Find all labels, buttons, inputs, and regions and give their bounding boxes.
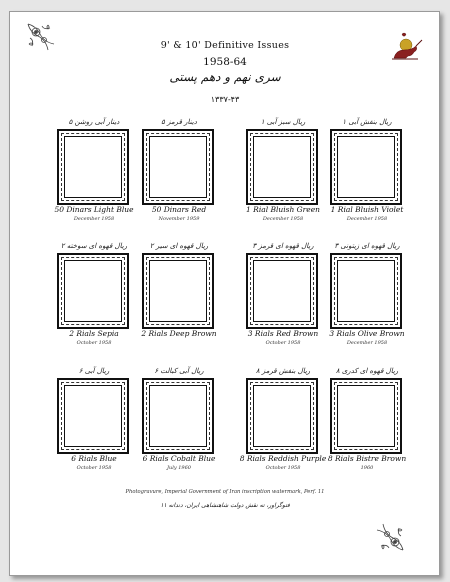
- stamp-date: October 1958: [265, 340, 301, 346]
- stamp-frame: [330, 378, 402, 454]
- stamp-name: 3 Rials Olive Brown: [329, 329, 405, 338]
- stamp-farsi-caption: ۱ ریال بنفش آبی: [342, 118, 392, 126]
- stamp-name: 1 Rial Bluish Violet: [330, 205, 404, 214]
- stamp-name: 2 Rials Sepia: [69, 329, 119, 338]
- stamp-date: October 1958: [265, 465, 301, 471]
- stamp-name: 8 Rials Reddish Purple: [239, 454, 327, 463]
- stamp-farsi-caption: ۱ ریال سبز آبی: [260, 118, 306, 126]
- stamp-frame: [330, 253, 402, 329]
- stamp-name: 50 Dinars Red: [151, 205, 207, 214]
- stamp-name: 2 Rials Deep Brown: [141, 329, 217, 338]
- stamp-date: 1960: [360, 465, 374, 471]
- stamp-farsi-caption: ۵ دینار آبی روشن: [68, 118, 120, 126]
- stamp-name: 1 Rial Bluish Green: [246, 205, 320, 214]
- stamp-farsi-caption: ۵ دینار قرمز: [161, 118, 197, 126]
- footer-note: Photogravure, Imperial Government of Iran inscription watermark, Perf. 11: [125, 489, 325, 495]
- stamp-frame: [57, 378, 129, 454]
- stamp-frame: [246, 253, 318, 329]
- stamp-farsi-caption: ۳ ریال قهوه ای زیتونی: [334, 242, 400, 250]
- page-title: 9' & 10' Definitive Issues: [160, 40, 290, 51]
- stamp-frame: [57, 253, 129, 329]
- stamp-frame: [246, 129, 318, 205]
- farsi-years: ۱۳۳۷-۴۳: [210, 95, 240, 104]
- stamp-frame: [142, 129, 214, 205]
- stamp-frame: [246, 378, 318, 454]
- stamp-name: 6 Rials Cobalt Blue: [142, 454, 216, 463]
- stamp-date: July 1960: [167, 465, 191, 471]
- stamp-frame: [57, 129, 129, 205]
- stamp-frame: [330, 129, 402, 205]
- stamp-date: December 1958: [346, 216, 388, 222]
- stamp-farsi-caption: ۳ ریال قهوه ای قرمز: [252, 242, 314, 250]
- stamp-name: 50 Dinars Light Blue: [54, 205, 134, 214]
- stamp-date: December 1958: [262, 216, 304, 222]
- stamp-date: December 1958: [346, 340, 388, 346]
- stamp-farsi-caption: ۶ ریال آبی: [78, 367, 110, 375]
- stamp-frame: [142, 378, 214, 454]
- stamp-frame: [142, 253, 214, 329]
- stamp-name: 3 Rials Red Brown: [247, 329, 319, 338]
- stamp-date: November 1959: [158, 216, 200, 222]
- stamp-date: December 1958: [73, 216, 115, 222]
- stamp-farsi-caption: ۲ ریال قهوه ای سوخته: [60, 242, 128, 250]
- stamp-farsi-caption: ۸ ریال بنفش قرمز: [255, 367, 311, 375]
- footer-farsi-note: فتوگراور، ته نقش دولت شاهنشاهی ایران، دندانه ۱۱: [160, 502, 290, 509]
- page-years: 1958-64: [203, 56, 247, 68]
- stamp-date: October 1958: [76, 340, 112, 346]
- stamp-name: 8 Rials Bistre Brown: [327, 454, 407, 463]
- farsi-title: سری نهم و دهم پستی: [169, 70, 281, 84]
- stamp-date: October 1958: [76, 465, 112, 471]
- floral-corner-ornament-icon: [375, 522, 405, 552]
- stamp-farsi-caption: ۲ ریال قهوه ای سیر: [149, 242, 209, 250]
- stamp-name: 6 Rials Blue: [71, 454, 117, 463]
- stamp-farsi-caption: ۸ ریال قهوه ای کدری: [335, 367, 399, 375]
- stamp-farsi-caption: ۶ ریال آبی کبالت: [154, 367, 204, 375]
